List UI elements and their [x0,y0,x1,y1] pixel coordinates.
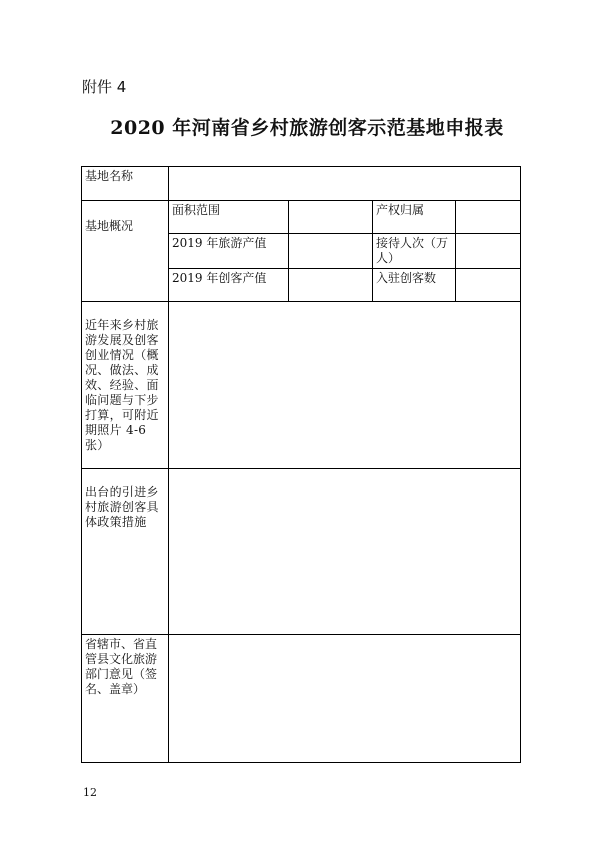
tourism-output-field[interactable] [289,234,373,269]
attachment-label: 附件 4 [82,78,127,96]
makers-count-label: 入驻创客数 [373,269,456,302]
development-label: 近年来乡村旅游发展及创客创业情况（概况、做法、成效、经验、面临问题与下步打算，可附近期照片 4-6 张） [82,302,169,469]
area-field[interactable] [289,201,373,234]
base-name-label: 基地名称 [82,167,169,201]
opinion-field[interactable] [169,635,521,763]
maker-output-field[interactable] [289,269,373,302]
base-name-field[interactable] [169,167,521,201]
ownership-field[interactable] [456,201,521,234]
development-field[interactable] [169,302,521,469]
visitors-field[interactable] [456,234,521,269]
opinion-label: 省辖市、省直管县文化旅游部门意见（签名、盖章） [82,635,169,763]
form-title: 2020 年河南省乡村旅游创客示范基地申报表 [110,117,504,139]
area-label: 面积范围 [169,201,289,234]
visitors-label: 接待人次（万人） [373,234,456,269]
application-form-table [81,166,521,763]
maker-output-label: 2019 年创客产值 [169,269,289,302]
overview-label-text: 基地概况 [85,219,134,233]
makers-count-field[interactable] [456,269,521,302]
ownership-label: 产权归属 [373,201,456,234]
page-number: 12 [83,786,97,799]
tourism-output-label: 2019 年旅游产值 [169,234,289,269]
overview-label [82,201,169,302]
policy-label: 出台的引进乡村旅游创客具体政策措施 [82,469,169,635]
policy-field[interactable] [169,469,521,635]
